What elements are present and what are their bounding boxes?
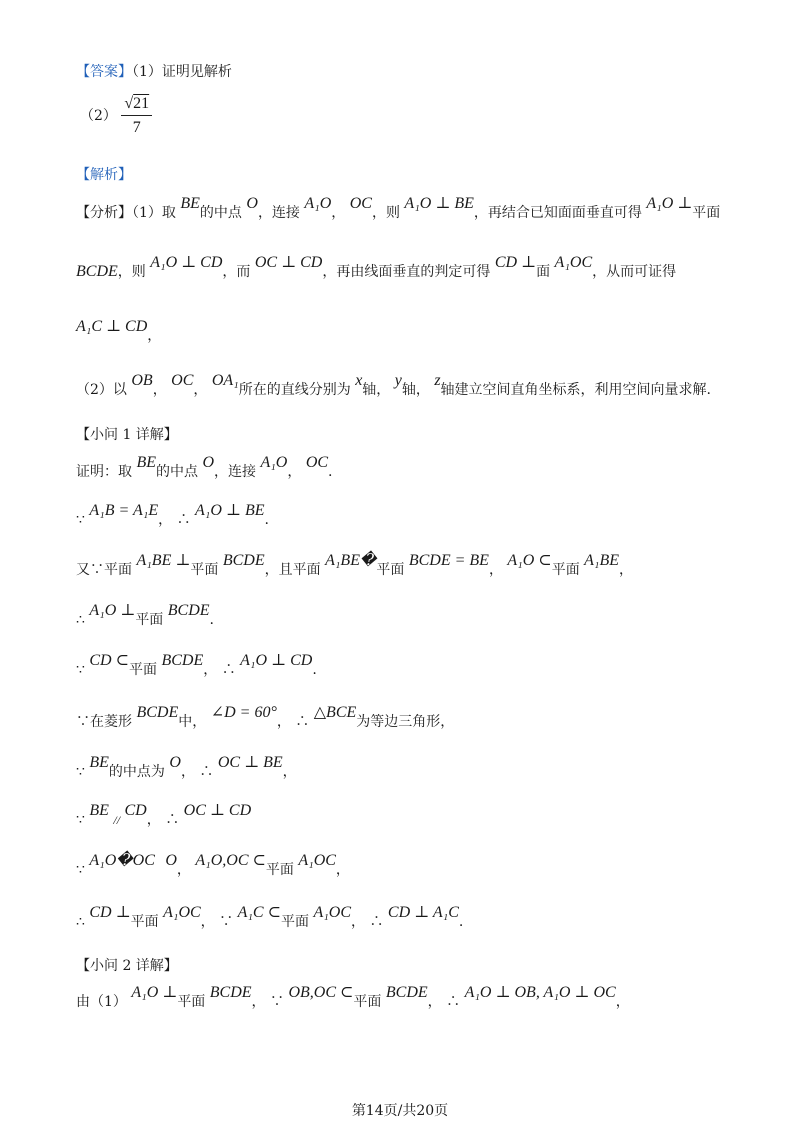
- text: 的中点为: [108, 764, 165, 780]
- therefore-symbol: ∴: [165, 812, 180, 828]
- text: ，: [251, 994, 266, 1010]
- because-symbol: ∵: [270, 994, 284, 1010]
- math-cd-perp: CD ⊥: [494, 254, 537, 271]
- math-bcde: BCDE: [209, 984, 252, 1001]
- text: .: [209, 612, 214, 628]
- text: .: [458, 914, 464, 930]
- answer-part-2-label: （2）: [80, 108, 117, 124]
- text: ，而: [222, 264, 251, 280]
- text: ，: [193, 382, 208, 398]
- math-a1oc: A₁OC: [298, 852, 336, 869]
- text: 又∵平面: [76, 562, 132, 578]
- text: ，则: [371, 205, 400, 221]
- text: 由（1）: [76, 994, 127, 1010]
- text: ，从而可证得: [592, 264, 677, 280]
- q1-line-7: [76, 754, 297, 782]
- math-angle-d: ∠D = 60°: [210, 704, 277, 721]
- q1-tag: 【小问 1 详解】: [76, 427, 178, 443]
- text: ，: [158, 512, 173, 528]
- text: 在菱形: [90, 714, 132, 730]
- math-bcde-eq-be: BCDE = BE: [408, 552, 489, 569]
- text: ，: [427, 994, 442, 1010]
- fenxi-line-2: [76, 254, 677, 282]
- text: .: [264, 512, 269, 528]
- text: 平面: [281, 914, 309, 930]
- text: 的中点: [156, 464, 198, 480]
- text: 平面: [177, 994, 206, 1010]
- math-a1o-sub: A₁O ⊂: [507, 552, 552, 569]
- text: ，再由线面垂直的判定可得: [322, 264, 491, 280]
- fenxi-line-1: [76, 195, 721, 223]
- math-a1c-perp-cd: A₁C ⊥ CD: [76, 318, 148, 335]
- text: ，: [282, 764, 297, 780]
- math-ob: OB: [131, 372, 153, 389]
- math-z: z: [434, 372, 441, 389]
- math-a1oc: A₁OC: [163, 904, 201, 921]
- therefore-symbol: ∴: [76, 914, 85, 930]
- math-a1oc: A₁OC: [554, 254, 593, 271]
- math-oc-perp-cd: OC ⊥ CD: [183, 802, 252, 819]
- text: 的中点: [199, 205, 242, 221]
- math-a1b-eq-a1e: A₁B = A₁E: [89, 502, 159, 519]
- answer-tag: 【答案】: [76, 64, 132, 80]
- text: ，: [276, 714, 291, 730]
- fenxi-line-3: [76, 318, 162, 346]
- text: ，: [335, 862, 350, 878]
- therefore-symbol: ∴: [369, 914, 384, 930]
- math-a1o-perp-be: A₁O ⊥ BE: [404, 195, 474, 212]
- text: ，: [619, 562, 634, 578]
- text: 平面: [135, 612, 164, 628]
- text: ，: [200, 914, 215, 930]
- math-oc: OC: [171, 372, 194, 389]
- math-be: BE: [136, 454, 156, 471]
- math-a1o-perp-be: A₁O ⊥ BE: [195, 502, 265, 519]
- text: ，且平面: [264, 562, 321, 578]
- text: ，: [180, 764, 195, 780]
- math-be: BE: [89, 754, 109, 771]
- therefore-symbol: ∴: [446, 994, 461, 1010]
- text: 平面: [353, 994, 382, 1010]
- text: 证明：取: [76, 464, 132, 480]
- text: ，: [146, 812, 161, 828]
- math-a1o: A₁O: [304, 195, 332, 212]
- math-a1c-sub: A₁C ⊂: [237, 904, 281, 921]
- text: ，: [203, 662, 218, 678]
- fenxi-line-4: [76, 372, 711, 400]
- math-cd: CD: [124, 802, 147, 819]
- math-ob-oc-sub: OB,OC ⊂: [288, 984, 354, 1001]
- therefore-symbol: ∴: [221, 662, 236, 678]
- therefore-symbol: ∴: [76, 612, 85, 628]
- because-symbol: ∵: [76, 764, 85, 780]
- text: ，: [287, 464, 302, 480]
- q1-line-9: [76, 852, 350, 880]
- because-symbol: ∵: [76, 862, 85, 878]
- math-a1be-cap: A₁BE�: [325, 552, 377, 569]
- radicand: 21: [133, 95, 150, 112]
- because-symbol: ∵: [76, 662, 85, 678]
- because-symbol: ∵: [76, 512, 85, 528]
- math-o: O: [202, 454, 215, 471]
- q1-line-10: [76, 904, 464, 932]
- fenxi-tag: 【分析】: [76, 205, 132, 221]
- page-footer: 第14页/共20页: [351, 1103, 449, 1119]
- math-bcde: BCDE: [76, 263, 118, 280]
- math-bcde: BCDE: [167, 602, 210, 619]
- math-bcde: BCDE: [136, 704, 179, 721]
- answer-line-1: [76, 62, 232, 82]
- text: 轴建立空间直角坐标系，利用空间向量求解.: [440, 382, 711, 398]
- q1-line-3: [76, 552, 634, 580]
- math-be: BE: [89, 802, 109, 819]
- text: 平面: [692, 205, 721, 221]
- answer-part-1: （1）证明见解析: [132, 64, 232, 80]
- analysis-tag: 【解析】: [76, 167, 132, 183]
- math-oa1: OA₁: [211, 372, 239, 389]
- q1-line-8: [76, 802, 252, 830]
- text: ，再结合已知面面垂直可得: [473, 205, 642, 221]
- because-symbol: ∵: [219, 914, 234, 930]
- text: ，: [615, 994, 630, 1010]
- therefore-symbol: ∴: [176, 512, 191, 528]
- text: 平面: [551, 562, 580, 578]
- answer-fraction: [121, 94, 152, 138]
- math-oc: OC: [349, 195, 372, 212]
- fraction-numerator: √21: [121, 94, 152, 116]
- q1-line-2: [76, 502, 269, 530]
- math-o: O: [165, 852, 177, 869]
- text: ，连接: [214, 464, 257, 480]
- text: ，连接: [257, 205, 300, 221]
- q1-line-6: [76, 704, 455, 732]
- text: 平面: [265, 862, 294, 878]
- math-a1o-perp: A₁O ⊥: [131, 984, 178, 1001]
- math-a1o-perp-ob-oc: A₁O ⊥ OB, A₁O ⊥ OC: [464, 984, 616, 1001]
- math-oc-perp-cd: OC ⊥ CD: [254, 254, 323, 271]
- q1-line-1: [76, 454, 333, 482]
- answer-line-2: [80, 94, 152, 138]
- q2-line-1: [76, 984, 630, 1012]
- math-a1o: A₁O: [260, 454, 288, 471]
- math-be: BE: [180, 195, 200, 212]
- text: ，: [176, 862, 191, 878]
- math-cd-perp-a1c: CD ⊥ A₁C: [387, 904, 459, 921]
- math-a1o-perp-cd: A₁O ⊥ CD: [150, 254, 223, 271]
- text: 轴，: [362, 382, 391, 398]
- text: ，: [488, 562, 503, 578]
- fraction-denominator: 7: [132, 119, 141, 136]
- math-oc-perp-be: OC ⊥ BE: [217, 754, 283, 771]
- math-oc: OC: [305, 454, 329, 471]
- math-bcde: BCDE: [222, 552, 265, 569]
- math-o: O: [246, 195, 258, 212]
- q2-tag: 【小问 2 详解】: [76, 958, 178, 974]
- therefore-symbol: ∴: [295, 714, 310, 730]
- math-a1be: A₁BE: [584, 552, 620, 569]
- text: 平面: [376, 562, 405, 578]
- text: （1）取: [132, 205, 176, 221]
- math-a1o-perp-cd: A₁O ⊥ CD: [240, 652, 313, 669]
- math-y: y: [394, 372, 402, 389]
- text: ，: [331, 205, 346, 221]
- text: ，: [351, 914, 366, 930]
- text: 为等边三角形，: [356, 714, 455, 730]
- text: 中，: [178, 714, 207, 730]
- math-a1o-perp: A₁O ⊥: [646, 195, 693, 212]
- math-bcde: BCDE: [385, 984, 428, 1001]
- parallel-symbol: //: [113, 813, 121, 827]
- because-symbol: ∵: [76, 714, 90, 730]
- math-o: O: [169, 754, 181, 771]
- text: .: [312, 662, 317, 678]
- math-cd-sub: CD ⊂: [89, 652, 130, 669]
- text: 面: [536, 264, 551, 280]
- text: ，: [147, 328, 162, 344]
- text: 平面: [130, 914, 159, 930]
- because-symbol: ∵: [76, 812, 85, 828]
- math-bcde: BCDE: [161, 652, 204, 669]
- text: 平面: [190, 562, 219, 578]
- q1-line-4: [76, 602, 214, 630]
- text: 所在的直线分别为: [238, 382, 351, 398]
- text: ，: [152, 382, 167, 398]
- text: .: [328, 464, 333, 480]
- math-a1oc: A₁OC: [313, 904, 352, 921]
- text: （2）以: [76, 382, 127, 398]
- math-triangle-bce: △BCE: [313, 704, 357, 721]
- text: 轴，: [401, 382, 430, 398]
- math-a1o-oc-sub: A₁O,OC ⊂: [195, 852, 266, 869]
- math-a1be-perp: A₁BE ⊥: [136, 552, 191, 569]
- math-a1o-perp: A₁O ⊥: [89, 602, 136, 619]
- math-cd-perp: CD ⊥: [89, 904, 131, 921]
- math-a1o-cap-oc: A₁O�OC: [89, 852, 155, 869]
- text: 平面: [129, 662, 158, 678]
- therefore-symbol: ∴: [199, 764, 214, 780]
- q1-line-5: [76, 652, 317, 680]
- math-x: x: [355, 372, 363, 389]
- text: ，则: [117, 264, 146, 280]
